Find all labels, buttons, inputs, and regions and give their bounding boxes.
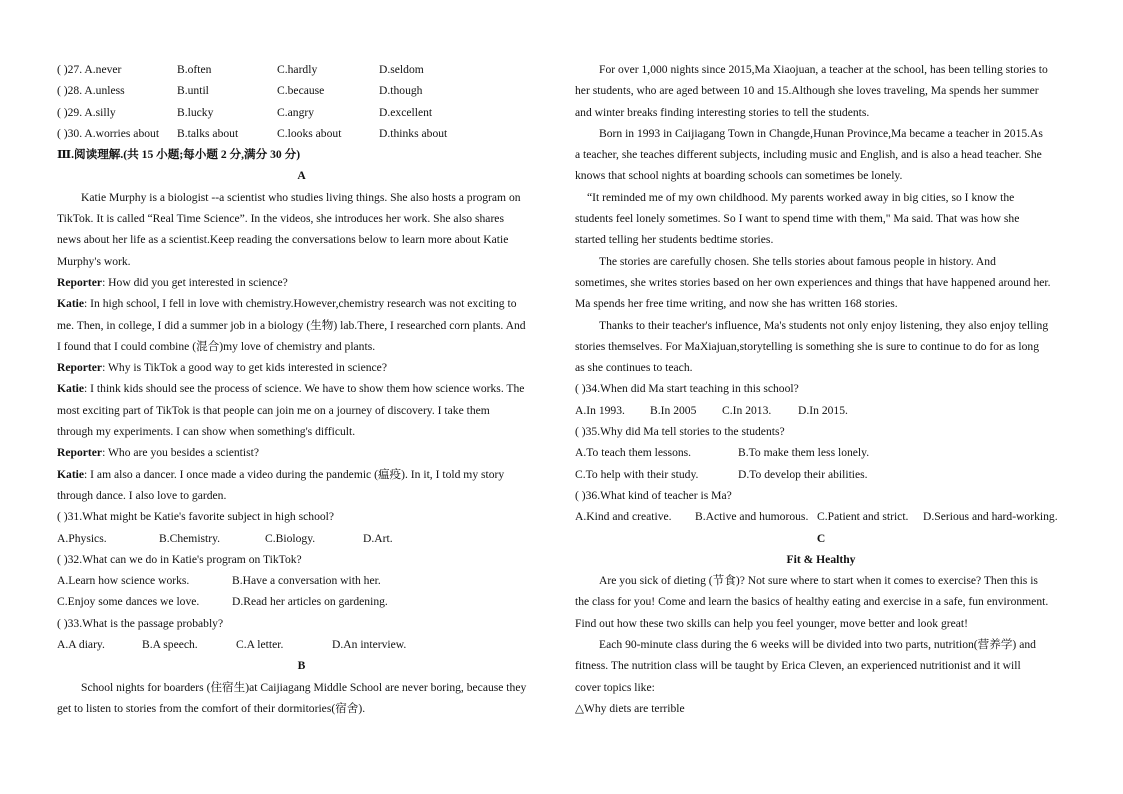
- choice-row: [57, 59, 546, 80]
- dialogue-line: [57, 442, 546, 463]
- dialogue-line: [57, 464, 546, 485]
- dialogue-text: through dance. I also love to garden.: [57, 488, 227, 502]
- option: A.To teach them lessons.: [575, 446, 692, 460]
- question-stem: ( )32.What can we do in Katie's program on TikTok?: [57, 552, 302, 566]
- passage-line: Born in 1993 in Caijiagang Town in Changde,Hunan Province,Ma became a teacher in 2015.As: [599, 126, 1043, 140]
- passage-line: started telling her students bedtime stories.: [575, 233, 774, 247]
- passage-line: stories themselves. For MaXiajuan,storytelling is something she is sure to continue to do for as long: [575, 339, 1040, 353]
- option: C.Enjoy some dances we love.: [57, 595, 200, 609]
- dialogue-line: [57, 293, 546, 314]
- option: B.A speech.: [142, 638, 198, 652]
- left-column: [57, 59, 546, 719]
- option: B.To make them less lonely.: [738, 446, 870, 460]
- choice-b: B.until: [177, 84, 209, 98]
- choice-a: ( )27. A.never: [57, 63, 122, 76]
- choice-d: D.seldom: [379, 63, 424, 76]
- passage-line: “It reminded me of my own childhood. My parents worked away in big cities, so I know the: [587, 190, 1015, 204]
- dialogue-line: [57, 336, 546, 357]
- option: A.A diary.: [57, 638, 105, 652]
- speaker-name: Katie: [57, 467, 85, 481]
- passage-line: students feel lonely sometimes. So I want to spend time with them," Ma said. That was how she: [575, 212, 1020, 226]
- options-row: [575, 400, 1067, 421]
- choice-c: C.hardly: [277, 63, 318, 76]
- dialogue-text: me. Then, in college, I did a summer job in a biology (生物) lab.There, I researched corn plants. And: [57, 318, 526, 332]
- question-stem: ( )33.What is the passage probably?: [57, 616, 224, 630]
- dialogue-line: [57, 421, 546, 442]
- passage-line: sometimes, she writes stories based on her own experiences and things that have happened around her.: [575, 275, 1051, 289]
- passage-line: knows that school nights at boarding schools can sometimes be lonely.: [575, 169, 903, 183]
- passage-line: Murphy's work.: [57, 254, 131, 268]
- passage-line: a teacher, she teaches different subjects, including music and English, and is also a head teacher. She: [575, 148, 1042, 162]
- question-stem: ( )31.What might be Katie's favorite subject in high school?: [57, 510, 335, 524]
- option: C.In 2013.: [722, 403, 772, 417]
- dialogue-line: [57, 378, 546, 399]
- passage-line: For over 1,000 nights since 2015,Ma Xiaojuan, a teacher at the school, has been telling stories to: [599, 63, 1048, 76]
- question-stem: ( )35.Why did Ma tell stories to the students?: [575, 425, 785, 439]
- dialogue-line: [57, 315, 546, 336]
- options-row: [57, 634, 546, 655]
- option: A.Physics.: [57, 531, 107, 545]
- passage-line: Katie Murphy is a biologist --a scientist who studies living things. She also hosts a program on: [81, 190, 521, 204]
- passage-label: A: [297, 169, 306, 183]
- options-row: [57, 591, 546, 612]
- passage-line: and winter breaks finding interesting stories to tell the students.: [575, 105, 870, 119]
- choice-d: D.thinks about: [379, 126, 448, 140]
- choice-c: C.because: [277, 84, 325, 98]
- passage-line: news about her life as a scientist.Keep reading the conversations below to learn more about Katie: [57, 233, 509, 247]
- dialogue-line: [57, 357, 546, 378]
- options-row: [575, 442, 1067, 463]
- choice-row: [57, 102, 546, 123]
- question-stem: ( )36.What kind of teacher is Ma?: [575, 488, 732, 502]
- choice-row: [57, 123, 546, 144]
- options-row: [57, 528, 546, 549]
- passage-line: Each 90-minute class during the 6 weeks will be divided into two parts, nutrition(营养学) and: [599, 638, 1036, 652]
- dialogue-line: [57, 485, 546, 506]
- options-row: [575, 506, 1067, 527]
- option: C.Biology.: [265, 531, 316, 545]
- speaker-name: Katie: [57, 297, 85, 311]
- choice-a: ( )28. A.unless: [57, 84, 125, 98]
- passage-line: TikTok. It is called “Real Time Science”. In the videos, she introduces her work. She also shares: [57, 212, 504, 226]
- passage-line: cover topics like:: [575, 680, 655, 694]
- question-stem: ( )34.When did Ma start teaching in this school?: [575, 382, 799, 396]
- dialogue-line: [57, 272, 546, 293]
- dialogue-text: I found that I could combine (混合)my love of chemistry and plants.: [57, 339, 376, 353]
- speaker-name: Reporter: [57, 446, 103, 460]
- dialogue-text: : I am also a dancer. I once made a video during the pandemic (瘟疫). In it, I told my story: [84, 467, 505, 481]
- options-row: [575, 464, 1067, 485]
- option: B.In 2005: [650, 403, 697, 417]
- passage-line: Find out how these two skills can help you feel younger, move better and look great!: [575, 616, 968, 630]
- dialogue-text: : I think kids should see the process of science. We have to show them how science works. The: [84, 382, 525, 396]
- passage-line: as she continues to teach.: [575, 361, 693, 375]
- option: D.Serious and hard-working.: [923, 510, 1058, 524]
- passage-line: get to listen to stories from the comfort of their dormitories(宿舍).: [57, 701, 366, 715]
- passage-line: Thanks to their teacher's influence, Ma's students not only enjoy listening, they also enjoy telling: [599, 318, 1049, 332]
- passage-line: the class for you! Come and learn the basics of healthy eating and exercise in a safe, fun environment.: [575, 595, 1049, 609]
- option: D.An interview.: [332, 638, 407, 652]
- speaker-name: Reporter: [57, 361, 103, 375]
- passage-label: B: [297, 659, 306, 673]
- choice-b: B.often: [177, 63, 212, 76]
- passage-line: Are you sick of dieting (节食)? Not sure where to start when it comes to exercise? Then this is: [599, 574, 1038, 588]
- option: D.Art.: [363, 531, 393, 545]
- choice-row: [57, 80, 546, 101]
- option: A.Learn how science works.: [57, 574, 190, 588]
- passage-line: The stories are carefully chosen. She tells stories about famous people in history. And: [599, 254, 996, 268]
- option: D.Read her articles on gardening.: [232, 595, 388, 609]
- passage-line: School nights for boarders (住宿生)at Caijiagang Middle School are never boring, because they: [81, 680, 527, 694]
- dialogue-text: through my experiments. I can show when something's difficult.: [57, 425, 356, 439]
- passage-title: Fit & Healthy: [786, 552, 856, 566]
- dialogue-text: : Why is TikTok a good way to get kids interested in science?: [102, 361, 387, 375]
- choice-a: ( )29. A.silly: [57, 105, 116, 119]
- speaker-name: Reporter: [57, 275, 103, 289]
- dialogue-text: : How did you get interested in science?: [102, 275, 288, 289]
- option: D.In 2015.: [798, 403, 848, 417]
- passage-line: her students, who are aged between 10 and 15.Although she loves traveling, Ma spends her summer: [575, 84, 1039, 98]
- choice-c: C.looks about: [277, 126, 342, 140]
- choice-b: B.talks about: [177, 126, 239, 140]
- option: D.To develop their abilities.: [738, 467, 868, 481]
- option: B.Have a conversation with her.: [232, 574, 381, 588]
- passage-line: Ma spends her free time writing, and now she has written 168 stories.: [575, 297, 898, 311]
- choice-a: ( )30. A.worries about: [57, 126, 160, 140]
- option: C.Patient and strict.: [817, 510, 909, 524]
- dialogue-text: most exciting part of TikTok is that people can join me on a journey of discovery. I take them: [57, 403, 490, 417]
- option: A.In 1993.: [575, 403, 625, 417]
- choice-d: D.though: [379, 84, 423, 98]
- passage-line: fitness. The nutrition class will be taught by Erica Cleven, an experienced nutritionist and it will: [575, 659, 1021, 673]
- dialogue-line: [57, 400, 546, 421]
- dialogue-text: : In high school, I fell in love with chemistry.However,chemistry research was not exciting to: [84, 297, 517, 311]
- choice-c: C.angry: [277, 105, 315, 119]
- passage-label: C: [816, 531, 826, 545]
- option: A.Kind and creative.: [575, 510, 672, 524]
- option: C.To help with their study.: [575, 467, 699, 481]
- option: C.A letter.: [236, 638, 284, 652]
- dialogue-text: : Who are you besides a scientist?: [102, 446, 259, 460]
- passage-line: △Why diets are terrible: [575, 701, 685, 715]
- speaker-name: Katie: [57, 382, 85, 396]
- options-row: [57, 570, 546, 591]
- option: B.Active and humorous.: [695, 510, 809, 524]
- choice-b: B.lucky: [177, 105, 214, 119]
- option: B.Chemistry.: [159, 531, 221, 545]
- section-title: Ⅲ.阅读理解.(共 15 小题;每小题 2 分,满分 30 分): [57, 148, 301, 162]
- choice-d: D.excellent: [379, 105, 433, 119]
- right-column: [575, 59, 1067, 719]
